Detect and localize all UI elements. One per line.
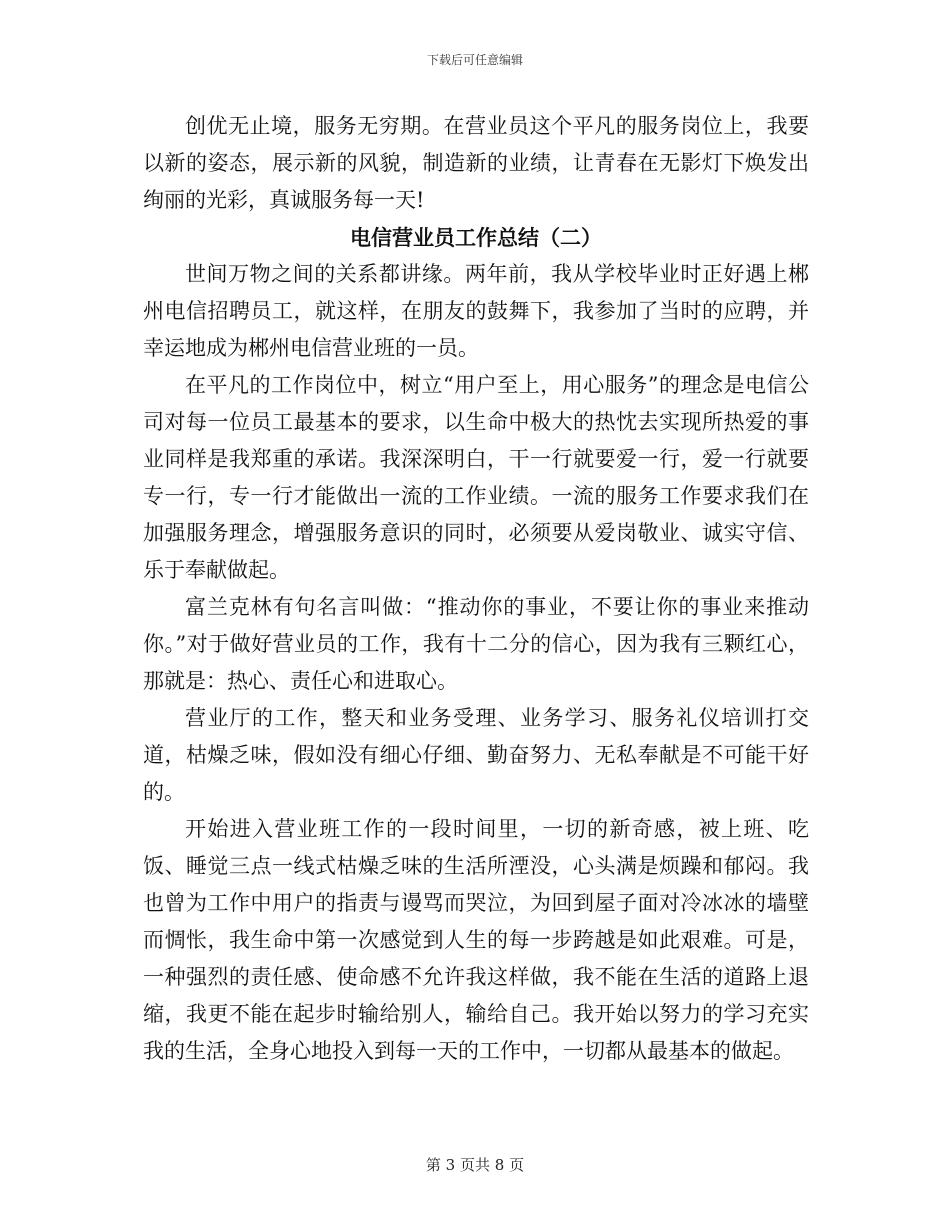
paragraph-intro: 创优无止境，服务无穷期。在营业员这个平凡的服务岗位上，我要以新的姿态，展示新的风貌，制造新的业绩，让青春在无影灯下焕发出绚丽的光彩，真诚服务每一天! bbox=[143, 114, 809, 212]
paragraph-5: 开始进入营业班工作的一段时间里，一切的新奇感，被上班、吃饭、睡觉三点一线式枯燥乏味的生活所湮没，心头满是烦躁和郁闷。我也曾为工作中用户的指责与谩骂而哭泣，为回到屋子面对冷冰冰的墙壁而惆怅，我生命中第一次感觉到人生的每一步跨越是如此艰难。可是，一种强烈的责任感、使命感不允许我这样做，我不能在生活的道路上退缩，我更不能在起步时输给别人，输给自己。我开始以努力的学习充实我的生活，全身心地投入到每一天的工作中，一切都从最基本的做起。 bbox=[143, 817, 809, 1063]
paragraph-2: 在平凡的工作岗位中，树立“用户至上，用心服务”的理念是电信公司对每一位员工最基本的要求，以生命中极大的热忱去实现所热爱的事业同样是我郑重的承诺。我深深明白，干一行就要爱一行，爱一行就要专一行，专一行才能做出一流的工作业绩。一流的服务工作要求我们在加强服务理念，增强服务意识的同时，必须要从爱岗敬业、诚实守信、乐于奉献做起。 bbox=[143, 373, 809, 582]
paragraph-3: 富兰克林有句名言叫做：“推动你的事业，不要让你的事业来推动你。”对于做好营业员的工作，我有十二分的信心，因为我有三颗红心，那就是：热心、责任心和进取心。 bbox=[143, 595, 809, 693]
paragraph-4: 营业厅的工作，整天和业务受理、业务学习、服务礼仪培训打交道，枯燥乏味，假如没有细心仔细、勤奋努力、无私奉献是不可能干好的。 bbox=[143, 706, 809, 804]
page-header: 下载后可任意编辑 bbox=[426, 53, 523, 67]
document-body bbox=[143, 108, 809, 1070]
page-number: 第 3 页共 8 页 bbox=[425, 1156, 525, 1174]
section-heading: 电信营业员工作总结（二） bbox=[350, 225, 602, 250]
paragraph-1: 世间万物之间的关系都讲缘。两年前，我从学校毕业时正好遇上郴州电信招聘员工，就这样，在朋友的鼓舞下，我参加了当时的应聘，并幸运地成为郴州电信营业班的一员。 bbox=[143, 262, 809, 360]
